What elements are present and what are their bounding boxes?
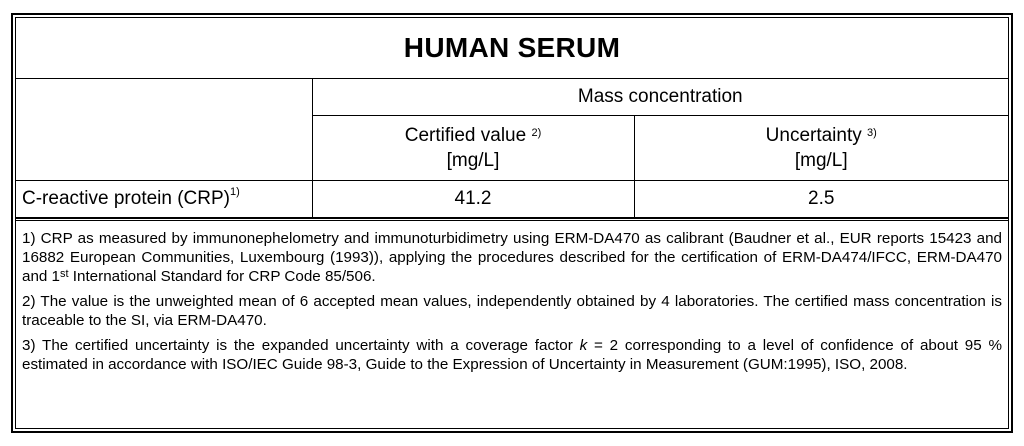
footnote-1-ordinal: st xyxy=(60,268,69,280)
certified-value-cell: 41.2 xyxy=(312,181,634,218)
footnote-1 xyxy=(22,229,1002,286)
mass-concentration-header: Mass concentration xyxy=(312,79,1008,116)
certificate-frame xyxy=(11,13,1013,433)
footnote-2: 2) The value is the unweighted mean of 6 accepted mean values, independently obtained by 4 laboratories. The certified mass concentration is traceable to the SI, via ERM-DA470. xyxy=(22,293,1002,329)
certified-value-label: Certified value xyxy=(404,125,527,146)
group-header-row xyxy=(16,79,1008,116)
title-row xyxy=(16,18,1008,79)
footnote-1-text: 1) CRP as measured by immunonephelometry and immunoturbidimetry using ERM-DA470 as calibrant (Baudner et al., EUR reports 15423 and 16882 European Communities, Luxembourg (1993)), applying the procedures described for the certification of ERM-DA474/IFCC, ERM-DA470 and 1 xyxy=(22,230,1002,285)
certified-values-table xyxy=(16,18,1008,218)
certified-value-header xyxy=(312,116,634,181)
analyte-footnote-ref: 1) xyxy=(230,186,240,198)
footnote-3-k: k xyxy=(579,337,588,354)
empty-header-cell xyxy=(16,79,312,181)
uncertainty-cell: 2.5 xyxy=(634,181,1008,218)
footnote-1-tail: International Standard for CRP Code 85/506. xyxy=(68,268,376,285)
table-title: HUMAN SERUM xyxy=(16,18,1008,79)
footnote-3-post: = 2 corresponding to a level of confidence of about 95 % estimated in accordance with ISO/IEC Guide 98-3, Guide to the Expression of Uncertainty in Measurement (GUM:1995), ISO, 2008. xyxy=(22,337,1003,373)
uncertainty-label: Uncertainty xyxy=(765,125,862,146)
footnote-3 xyxy=(22,336,1002,374)
uncertainty-unit: [mg/L] xyxy=(794,150,848,171)
certificate-inner xyxy=(15,17,1009,429)
uncertainty-footnote-ref: 3) xyxy=(867,127,877,139)
analyte-name: C-reactive protein (CRP) xyxy=(22,188,230,209)
analyte-cell xyxy=(16,181,312,218)
certified-value-unit: [mg/L] xyxy=(446,150,500,171)
certified-value-footnote-ref: 2) xyxy=(531,127,542,139)
footnote-3-pre: 3) The certified uncertainty is the expanded uncertainty with a coverage factor xyxy=(22,337,580,354)
footnotes xyxy=(16,218,1008,380)
uncertainty-header xyxy=(634,116,1008,181)
table-row xyxy=(16,181,1008,218)
